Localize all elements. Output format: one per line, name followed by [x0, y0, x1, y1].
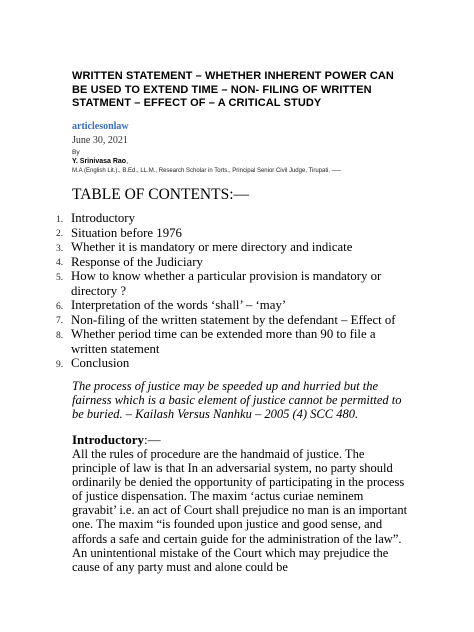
toc-item-number: 5. [56, 272, 64, 283]
publish-date: June 30, 2021 [72, 135, 128, 146]
section-heading-text: Introductory [72, 432, 144, 447]
toc-item [52, 298, 402, 313]
author-suffix: , [126, 158, 129, 165]
body-paragraph: All the rules of procedure are the handmaid of justice. The principle of law is that In an adversarial system, no party should ordinarily be denied the opportunity of participating in the process of justice dispensation. The maxim ‘actus curiae neminem gravabit’ i.e. an act of Court shall prejudice no man is an important one. The maxim “is founded upon justice and good sense, and affords a safe and certain guide for the administration of the law”. An unintentional mistake of the Court which may prejudice the cause of any party must and alone could be [72, 447, 408, 574]
toc-item-text: How to know whether a particular provision is mandatory or directory ? [71, 269, 382, 298]
toc-item-number: 8. [56, 330, 64, 341]
toc-item-text: Whether it is mandatory or mere directory and indicate [71, 240, 353, 254]
toc-item [52, 356, 402, 371]
byline-label: By [72, 149, 80, 156]
toc-item [52, 240, 402, 255]
toc-item-text: Interpretation of the words ‘shall’ – ‘may’ [71, 298, 287, 312]
toc-item-text: Non-filing of the written statement by the defendant – Effect of [71, 312, 396, 327]
section-heading [72, 432, 161, 448]
article-title: WRITTEN STATEMENT – WHETHER INHERENT POWER CAN BE USED TO EXTEND TIME – NON- FILING OF WRITTEN STATMENT – EFFECT OF – A CRITICAL STUDY [72, 70, 394, 109]
toc-item [52, 313, 402, 328]
toc-item-number: 9. [56, 359, 64, 370]
toc-item-number: 4. [56, 258, 64, 268]
toc-item-number: 2. [56, 229, 64, 239]
toc-item [52, 269, 402, 298]
toc-item [52, 211, 402, 226]
toc-item [52, 327, 402, 356]
toc-item-text: Response of the Judiciary [71, 254, 203, 269]
toc-item [52, 226, 402, 241]
author-line [72, 158, 128, 165]
toc-item-number: 3. [56, 243, 64, 254]
epigraph-quote: The process of justice may be speeded up and hurried but the fairness which is a basic element of justice cannot be permitted to be buried. – Kailash Versus Nanhku – 2005 (4) SCC 480. [72, 379, 402, 421]
toc-item-text: Whether period time can be extended more than 90 to file a written statement [71, 327, 376, 356]
toc-item [52, 255, 402, 270]
site-link[interactable]: articlesonlaw [72, 121, 129, 132]
toc-item-text: Situation before 1976 [71, 225, 182, 240]
section-heading-suffix: :— [143, 432, 161, 447]
toc-heading: TABLE OF CONTENTS:— [72, 186, 250, 203]
author-name: Y. Srinivasa Rao [72, 158, 127, 165]
toc-list [52, 211, 402, 371]
toc-item-text: Conclusion [71, 356, 130, 370]
toc-item-number: 6. [56, 301, 64, 312]
toc-item-number: 7. [56, 316, 64, 326]
toc-item-number: 1. [56, 214, 64, 225]
toc-item-text: Introductory [71, 211, 135, 225]
author-affiliation: M.A (English Lit.)., B.Ed., LL.M., Research Scholar in Torts., Principal Senior Civil Judge, Tirupati. —– [72, 168, 342, 174]
